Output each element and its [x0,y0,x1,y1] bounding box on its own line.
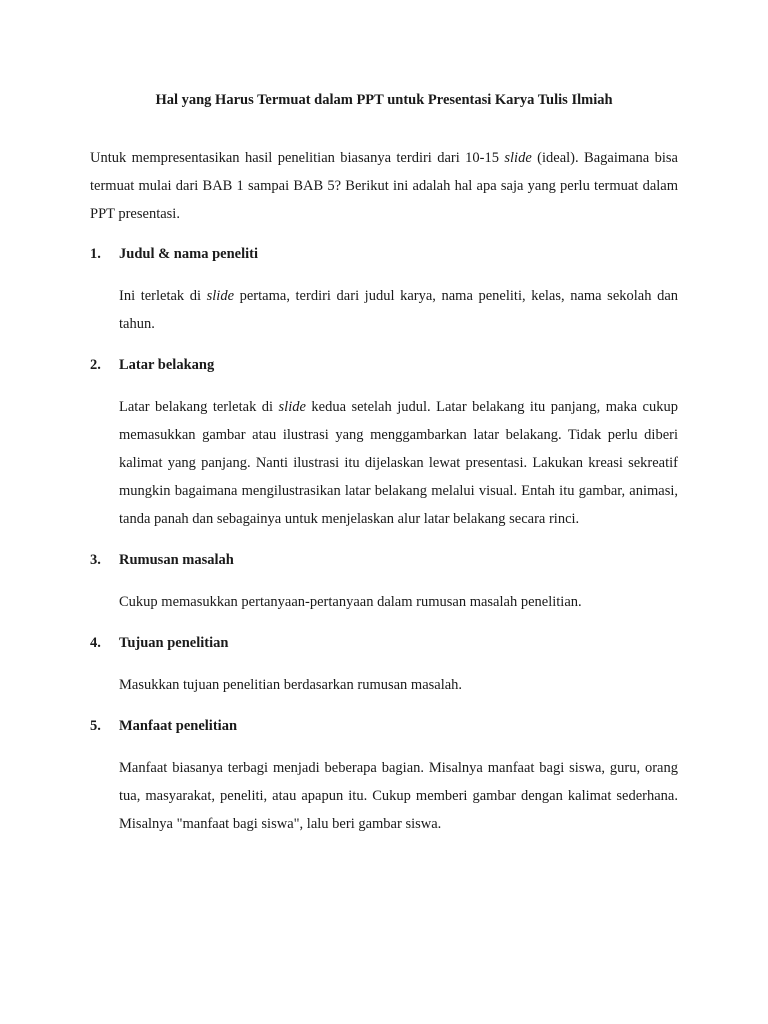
section-5 [90,716,678,838]
section-heading [90,550,678,570]
intro-text-end: (ideal). Bagaimana bisa termuat mulai dari BAB 1 sampai BAB 5? Berikut ini adalah hal apa saja yang perlu termuat dalam PPT presentasi. [90,150,678,222]
section-heading [90,633,678,653]
body-slide-word: slide [206,288,235,304]
section-title: Latar belakang [119,357,215,373]
section-number: 3. [90,552,101,568]
intro-text-start: Untuk mempresentasikan hasil penelitian biasanya terdiri dari 10-15 [90,150,505,166]
section-heading [90,244,678,264]
section-heading [90,355,678,375]
section-title: Tujuan penelitian [119,635,229,651]
section-body [119,282,678,338]
section-title: Judul & nama peneliti [119,246,258,262]
section-title: Rumusan masalah [119,552,234,568]
body-text-end: pertama, terdiri dari judul karya, nama peneliti, kelas, nama sekolah dan tahun. [119,288,679,332]
section-body: Manfaat biasanya terbagi menjadi beberapa bagian. Misalnya manfaat bagi siswa, guru, orang tua, masyarakat, peneliti, atau apapun itu. Cukup memberi gambar dengan kalimat sederhana. Misalnya "manfaat bagi siswa", lalu beri gambar siswa. [119,760,678,832]
section-4 [90,633,678,699]
section-number: 5. [90,718,101,734]
section-2 [90,355,678,533]
section-number: 2. [90,357,101,373]
section-1 [90,244,678,338]
intro-paragraph [90,144,678,228]
body-text-end: kedua setelah judul. Latar belakang itu panjang, maka cukup memasukkan gambar atau ilustrasi yang menggambarkan latar belakang. Tidak perlu diberi kalimat yang panjang. Nanti ilustrasi itu dijelaskan lewat presentasi. Lakukan kreasi sekreatif mungkin bagaimana mengilustrasikan latar belakang melalui visual. Entah itu gambar, animasi, tanda panah dan sebagainya untuk menjelaskan alur latar belakang secara rinci. [119,399,678,527]
section-3 [90,550,678,616]
body-slide-word: slide [278,399,306,415]
section-heading [90,716,678,736]
body-text-start: Ini terletak di [119,288,207,304]
section-title: Manfaat penelitian [119,718,238,734]
section-number: 1. [90,246,101,262]
document-title: Hal yang Harus Termuat dalam PPT untuk Presentasi Karya Tulis Ilmiah [155,92,613,108]
section-body: Masukkan tujuan penelitian berdasarkan rumusan masalah. [119,677,463,693]
section-body [119,393,678,533]
section-body: Cukup memasukkan pertanyaan-pertanyaan dalam rumusan masalah penelitian. [119,594,582,610]
body-text-start: Latar belakang terletak di [119,399,279,415]
intro-slide-word: slide [504,150,532,166]
section-number: 4. [90,635,101,651]
